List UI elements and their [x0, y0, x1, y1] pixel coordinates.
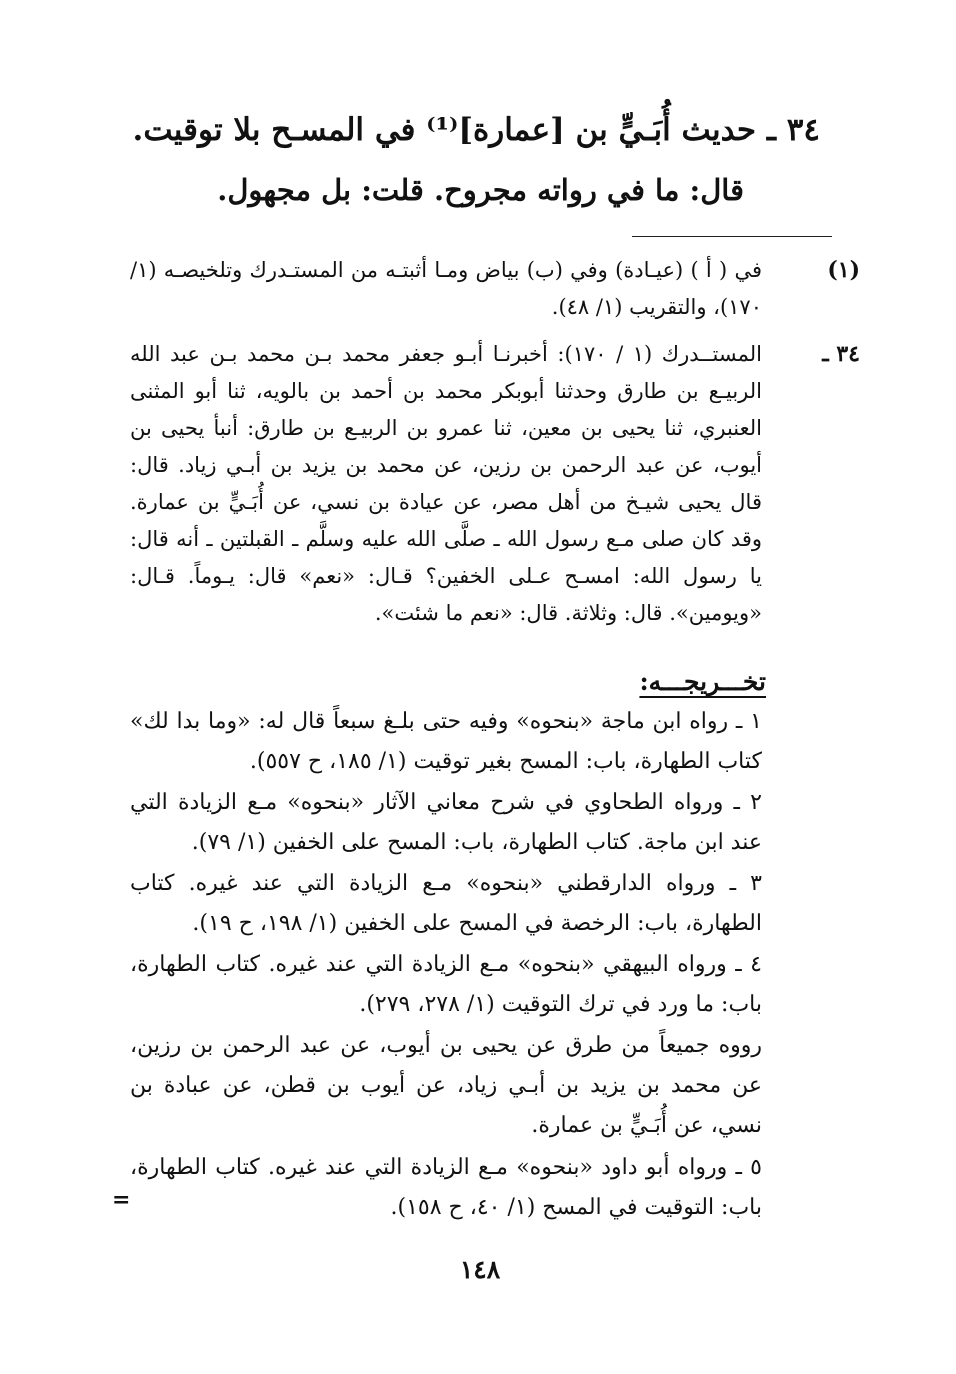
- footnote-marker: (١): [827, 257, 860, 283]
- footnote-mustadrak: [132, 336, 860, 656]
- hadith-heading-text: حديث أُبَـيٍّ بن [عمارة]⁽¹⁾ في المسـح بلا توقيت.: [132, 112, 757, 148]
- takhrij-item-3: ٣ ـ ورواه الدارقطني «بنحوه» مـع الزيادة التي عند غيره. كتاب الطهارة، باب: الرخصة في المسح على الخفين (١/ ١٩٨، ح ١٩).: [130, 871, 762, 936]
- takhrij-summary: رووه جميعاً من طرق عن يحيى بن أيوب، عن عبد الرحمن بن رزين، عن محمد بن يزيد بن أبـي زياد، عن أيوب بن قطن، عن عبادة بن نسي، عن أُبَـيٍّ بن عمارة.: [130, 1033, 762, 1138]
- grading-statement: قال: ما في رواته مجروح. قلت: بل مجهول.: [217, 173, 744, 207]
- hadith-number: ٣٤ ـ: [766, 112, 820, 148]
- page-number: ١٤٨: [459, 1255, 501, 1284]
- takhrij-item-2: ٢ ـ ورواه الطحاوي في شرح معاني الآثار «بنحوه» مـع الزيادة التي عند ابن ماجة. كتاب الطهارة، باب: المسح على الخفين (١/ ٧٩).: [130, 790, 762, 855]
- takhrij-title: تخـــريجـــه:: [639, 667, 766, 696]
- footnote-text: في ( أ ) (عيـادة) وفي (ب) بياض ومـا أثبتـه من المستـدرك وتلخيصـه (١/ ١٧٠)، والتقريب (١/ ٤٨).: [130, 258, 762, 319]
- hadith-heading: [100, 104, 820, 156]
- takhrij-item-1: ١ ـ رواه ابن ماجة «بنحوه» وفيه حتى بلـغ سبعاً قال له: «وما بدا لك» كتاب الطهارة، باب: المسح بغير توقيت (١/ ١٨٥، ح ٥٥٧).: [130, 709, 762, 774]
- continuation-mark: =: [112, 1187, 131, 1213]
- footnote-1: [132, 252, 860, 330]
- footnote-separator: [632, 236, 832, 237]
- footnote-text: المستــدرك (١ / ١٧٠): أخبرنـا أبـو جعفر محمد بـن محمد بـن عبد الله الربيـع بن طارق وحدثنا أبوبكر محمد بن أحمد بن بالويه، ثنا أبو المثنى العنبري، ثنا يحيى بن معين، ثنا عمرو بن الربيـع بن طارق: أنبأ يحيى بن أيوب، عن عبد الرحمن بن رزين، عن محمد بن يزيد بن أبـي زياد. قال: قال يحيى شيـخ من أهل مصر، عن عيادة بن نسي، عن أُبَـيٍّ بن عمارة. وقد كان صلى مـع رسول الله ـ صلَّى الله عليه وسلَّم ـ القبلتين ـ أنه قال: يا رسول الله: امسـح عـلى الخفين؟ قـال: «نعم» قال: يـوماً. قـال: «ويومين». قال: وثلاثة. قال: «نعم ما شئت».: [130, 342, 763, 625]
- takhrij-item-4: ٤ ـ ورواه البيهقي «بنحوه» مـع الزيادة التي عند غيره. كتاب الطهارة، باب: ما ورد في ترك التوقيت (١/ ٢٧٨، ٢٧٩).: [130, 952, 762, 1017]
- footnote-marker: ٣٤ ـ: [822, 341, 860, 367]
- takhrij-item-5: ٥ ـ ورواه أبو داود «بنحوه» مـع الزيادة التي عند غيره. كتاب الطهارة، باب: التوقيت في المسح (١/ ٤٠، ح ١٥٨).: [130, 1155, 762, 1220]
